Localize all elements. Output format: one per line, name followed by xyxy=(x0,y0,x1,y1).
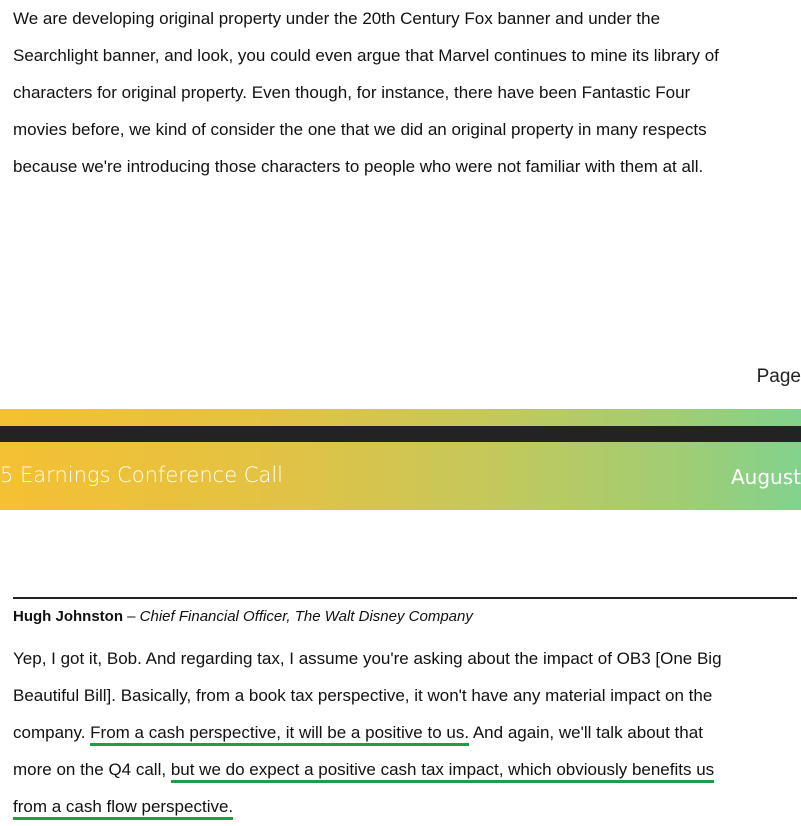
speaker-dash: – xyxy=(122,608,140,625)
paragraph-line xyxy=(13,751,722,788)
gradient-divider xyxy=(0,409,801,426)
speaker-name: Hugh Johnston xyxy=(13,608,123,625)
speaker-line xyxy=(13,608,473,625)
text-segment: company. xyxy=(13,723,91,742)
header-date: August xyxy=(731,465,801,489)
paragraph-line: movies before, we kind of consider the one that we did an original property in many respects xyxy=(13,120,707,139)
page-number-label: Page xyxy=(756,366,801,387)
paragraph-line: characters for original property. Even though, for instance, there have been Fantastic Four xyxy=(13,83,691,102)
highlighted-text: but we do expect a positive cash tax impact, which obviously benefits us xyxy=(171,760,714,783)
page-header-banner xyxy=(0,442,801,510)
previous-answer-paragraph xyxy=(13,0,719,185)
highlighted-text: from a cash flow perspective. xyxy=(13,797,233,820)
paragraph-line xyxy=(13,714,722,751)
dark-divider xyxy=(0,426,801,442)
speaker-title: Chief Financial Officer, The Walt Disney Company xyxy=(139,608,473,625)
text-segment: more on the Q4 call, xyxy=(13,760,171,779)
paragraph-line xyxy=(13,788,722,825)
highlighted-text: From a cash perspective, it will be a positive to us. xyxy=(90,723,469,746)
paragraph-line: Searchlight banner, and look, you could even argue that Marvel continues to mine its library of xyxy=(13,46,719,65)
paragraph-line: Beautiful Bill]. Basically, from a book tax perspective, it won't have any material impact on the xyxy=(13,686,713,705)
section-rule xyxy=(13,597,797,599)
paragraph-line: We are developing original property under the 20th Century Fox banner and under the xyxy=(13,9,661,28)
answer-paragraph xyxy=(13,640,722,825)
text-segment: And again, we'll talk about that xyxy=(469,723,703,742)
paragraph-line: because we're introducing those characters to people who were not familiar with them at all. xyxy=(13,157,704,176)
header-title: 5 Earnings Conference Call xyxy=(0,463,283,487)
paragraph-line: Yep, I got it, Bob. And regarding tax, I assume you're asking about the impact of OB3 [One Big xyxy=(13,649,722,668)
